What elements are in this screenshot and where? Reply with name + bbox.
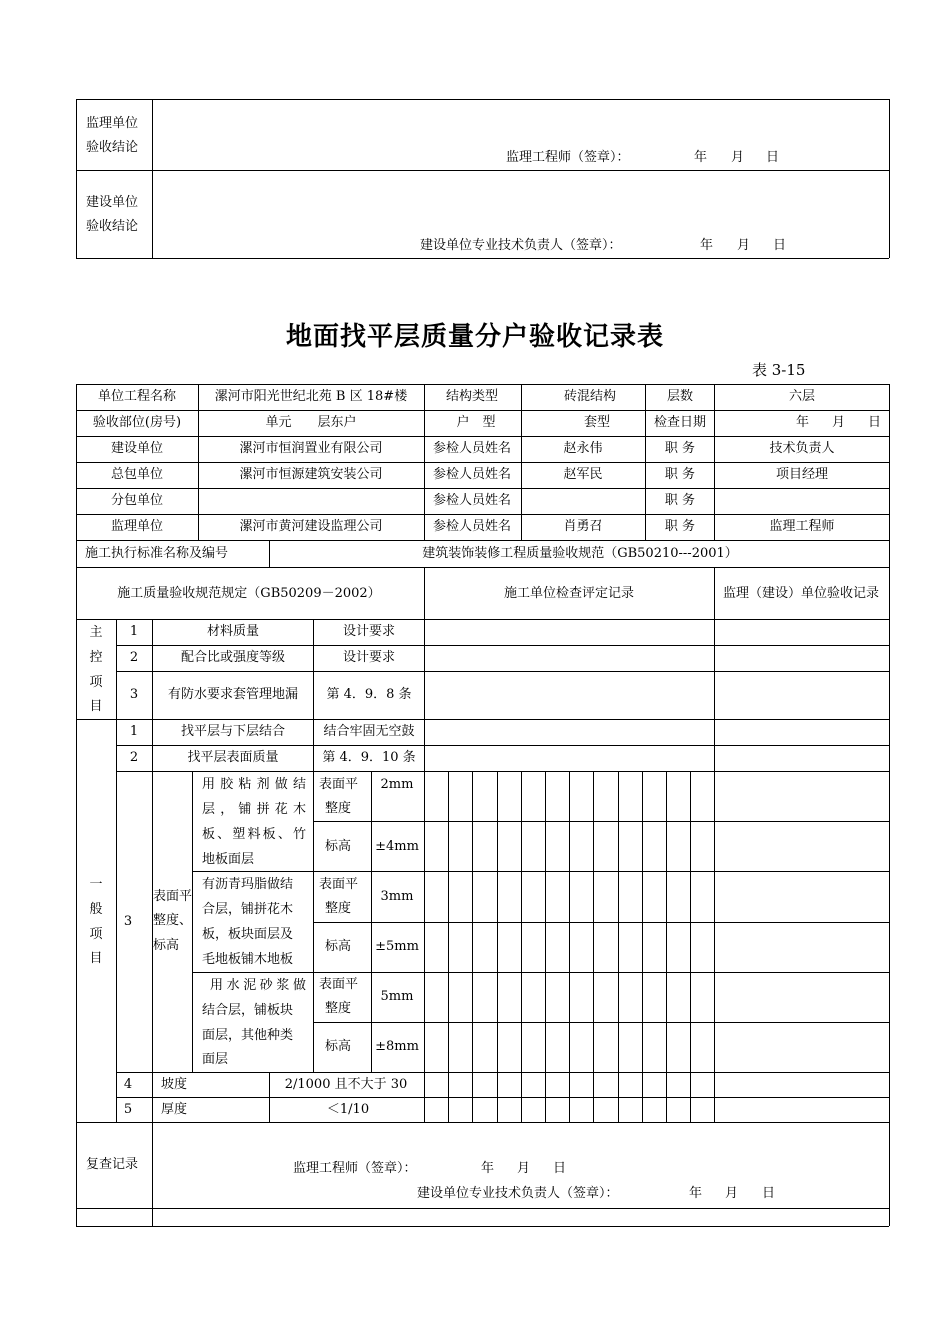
elevation-label: 标高 bbox=[324, 1039, 352, 1054]
item-no: 1 bbox=[129, 724, 139, 739]
item-requirement: 2/1000 且不大于 30 bbox=[284, 1077, 408, 1092]
flatness-elevation-label: 标高 bbox=[153, 938, 180, 953]
sub-desc-line: 合层，铺拼花木 bbox=[202, 902, 294, 917]
person-label: 参检人员姓名 bbox=[432, 441, 512, 456]
location-value: 单元 层东户 bbox=[265, 415, 357, 430]
item-no: 5 bbox=[123, 1102, 133, 1117]
item-requirement: 设计要求 bbox=[342, 624, 396, 639]
date-month: 月 bbox=[737, 238, 751, 253]
item-no: 4 bbox=[123, 1077, 133, 1092]
review-supervisor-sign: 监理工程师（签章）： bbox=[293, 1161, 417, 1176]
date-year: 年 bbox=[689, 1186, 703, 1201]
check-date-year: 年 bbox=[796, 415, 810, 430]
check-date-label: 检查日期 bbox=[653, 415, 707, 430]
review-builder-sign: 建设单位专业技术负责人（签章）： bbox=[417, 1186, 619, 1201]
col-supervisor-header: 监理（建设）单位验收记录 bbox=[722, 586, 880, 601]
item-requirement: 第 4．9．10 条 bbox=[322, 750, 416, 765]
main-group-char: 项 bbox=[89, 675, 103, 690]
unit-value: 漯河市黄河建设监理公司 bbox=[239, 519, 383, 534]
builder-conclusion-label-1: 建设单位 bbox=[86, 195, 139, 210]
date-year: 年 bbox=[700, 238, 714, 253]
date-year: 年 bbox=[481, 1161, 495, 1176]
builder-sign-label: 建设单位专业技术负责人（签章）： bbox=[420, 238, 622, 253]
supervisor-conclusion-label-1: 监理单位 bbox=[86, 116, 139, 131]
flatness-label: 表面平 bbox=[319, 977, 359, 992]
post-value: 项目经理 bbox=[775, 467, 829, 482]
elevation-tolerance: ±5mm bbox=[375, 939, 419, 954]
general-group-char: 般 bbox=[89, 902, 103, 917]
floors-value: 六层 bbox=[788, 389, 816, 404]
item-no: 3 bbox=[123, 914, 133, 929]
sub-desc-line: 层，铺拼花木 bbox=[202, 802, 306, 817]
flatness-elevation-label: 表面平 bbox=[153, 889, 193, 904]
flatness-label: 整度 bbox=[325, 1001, 352, 1016]
sub-desc-line: 板，板块面层及 bbox=[202, 927, 294, 942]
check-date-month: 月 bbox=[832, 415, 846, 430]
house-type-label: 户 型 bbox=[456, 415, 496, 430]
builder-conclusion-label-2: 验收结论 bbox=[86, 219, 139, 234]
supervisor-sign-label: 监理工程师（签章）： bbox=[506, 150, 630, 165]
flatness-tolerance: 3mm bbox=[380, 889, 414, 904]
date-day: 日 bbox=[773, 238, 787, 253]
standard-label: 施工执行标准名称及编号 bbox=[85, 546, 229, 561]
item-no: 2 bbox=[129, 750, 139, 765]
review-label: 复查记录 bbox=[86, 1157, 139, 1172]
date-year: 年 bbox=[694, 150, 708, 165]
structure-value: 砖混结构 bbox=[563, 389, 617, 404]
sub-desc-line: 毛地板铺木地板 bbox=[202, 952, 294, 967]
item-requirement: 第 4．9．8 条 bbox=[326, 687, 412, 702]
project-name-label: 单位工程名称 bbox=[97, 389, 177, 404]
general-group-char: 目 bbox=[89, 951, 103, 966]
col-spec-header: 施工质量验收规范规定（GB50209－2002） bbox=[117, 586, 381, 601]
table-number: 表 3-15 bbox=[752, 361, 806, 379]
flatness-label: 表面平 bbox=[319, 777, 359, 792]
general-group-char: 项 bbox=[89, 927, 103, 942]
standard-value: 建筑装饰装修工程质量验收规范（GB50210---2001） bbox=[422, 546, 738, 561]
page-title: 地面找平层质量分户验收记录表 bbox=[285, 322, 665, 352]
item-name: 厚度 bbox=[161, 1102, 188, 1117]
elevation-label: 标高 bbox=[324, 939, 352, 954]
unit-label: 监理单位 bbox=[110, 519, 164, 534]
person-label: 参检人员姓名 bbox=[432, 519, 512, 534]
item-requirement: ＜1/10 bbox=[326, 1102, 370, 1117]
sub-desc-line: 地板面层 bbox=[202, 852, 255, 867]
floors-label: 层数 bbox=[666, 389, 694, 404]
sub-desc-line: 面层，其他种类 bbox=[202, 1028, 294, 1043]
sub-desc-line: 面层 bbox=[202, 1052, 229, 1067]
unit-label: 建设单位 bbox=[110, 441, 164, 456]
date-day: 日 bbox=[762, 1186, 776, 1201]
person-label: 参检人员姓名 bbox=[432, 493, 512, 508]
unit-value: 漯河市恒润置业有限公司 bbox=[239, 441, 383, 456]
person-value: 赵永伟 bbox=[563, 441, 603, 456]
person-value: 肖勇召 bbox=[563, 519, 603, 534]
main-group-char: 主 bbox=[89, 625, 103, 640]
project-name-value: 漯河市阳光世纪北苑 B 区 18#楼 bbox=[214, 389, 408, 404]
sub-desc-line: 结合层，铺板块 bbox=[202, 1003, 294, 1018]
sub-desc-line: 用胶粘剂做结 bbox=[202, 777, 306, 792]
person-label: 参检人员姓名 bbox=[432, 467, 512, 482]
date-day: 日 bbox=[766, 150, 780, 165]
sub-desc-line: 有沥青玛脂做结 bbox=[202, 877, 294, 892]
location-label: 验收部位(房号) bbox=[92, 415, 182, 430]
item-name: 找平层与下层结合 bbox=[180, 724, 286, 739]
flatness-label: 整度 bbox=[325, 801, 352, 816]
general-group-char: 一 bbox=[89, 877, 103, 892]
item-name: 有防水要求套管理地漏 bbox=[167, 687, 299, 702]
item-no: 2 bbox=[129, 650, 139, 665]
item-requirement: 设计要求 bbox=[342, 650, 396, 665]
sub-desc-line: 用水泥砂浆做 bbox=[210, 978, 306, 993]
date-month: 月 bbox=[517, 1161, 531, 1176]
elevation-tolerance: ±4mm bbox=[375, 839, 419, 854]
supervisor-conclusion-label-2: 验收结论 bbox=[86, 140, 139, 155]
unit-value: 漯河市恒源建筑安装公司 bbox=[239, 467, 383, 482]
post-label: 职 务 bbox=[664, 519, 696, 534]
date-day: 日 bbox=[553, 1161, 567, 1176]
col-contractor-header: 施工单位检查评定记录 bbox=[503, 586, 635, 601]
item-name: 坡度 bbox=[161, 1077, 188, 1092]
item-name: 配合比或强度等级 bbox=[180, 650, 286, 665]
elevation-label: 标高 bbox=[324, 839, 352, 854]
post-label: 职 务 bbox=[664, 467, 696, 482]
flatness-label: 表面平 bbox=[319, 877, 359, 892]
date-month: 月 bbox=[725, 1186, 739, 1201]
post-label: 职 务 bbox=[664, 493, 696, 508]
sub-desc-line: 板、塑料板、竹 bbox=[202, 827, 306, 842]
flatness-elevation-label: 整度、 bbox=[153, 913, 193, 928]
post-value: 监理工程师 bbox=[769, 519, 835, 534]
unit-label: 分包单位 bbox=[110, 493, 164, 508]
flatness-tolerance: 5mm bbox=[380, 989, 414, 1004]
unit-label: 总包单位 bbox=[110, 467, 164, 482]
post-label: 职 务 bbox=[664, 441, 696, 456]
person-value: 赵军民 bbox=[563, 467, 603, 482]
date-month: 月 bbox=[731, 150, 745, 165]
structure-label: 结构类型 bbox=[445, 389, 499, 404]
main-group-char: 目 bbox=[89, 699, 103, 714]
item-no: 1 bbox=[129, 624, 139, 639]
post-value: 技术负责人 bbox=[769, 441, 835, 456]
flatness-label: 整度 bbox=[325, 901, 352, 916]
house-type-value: 套型 bbox=[583, 415, 611, 430]
main-group-char: 控 bbox=[89, 650, 103, 665]
item-name: 材料质量 bbox=[206, 624, 260, 639]
elevation-tolerance: ±8mm bbox=[375, 1039, 419, 1054]
item-requirement: 结合牢固无空鼓 bbox=[323, 724, 415, 739]
item-name: 找平层表面质量 bbox=[187, 750, 279, 765]
item-no: 3 bbox=[129, 687, 139, 702]
flatness-tolerance: 2mm bbox=[380, 777, 414, 792]
check-date-day: 日 bbox=[868, 415, 882, 430]
